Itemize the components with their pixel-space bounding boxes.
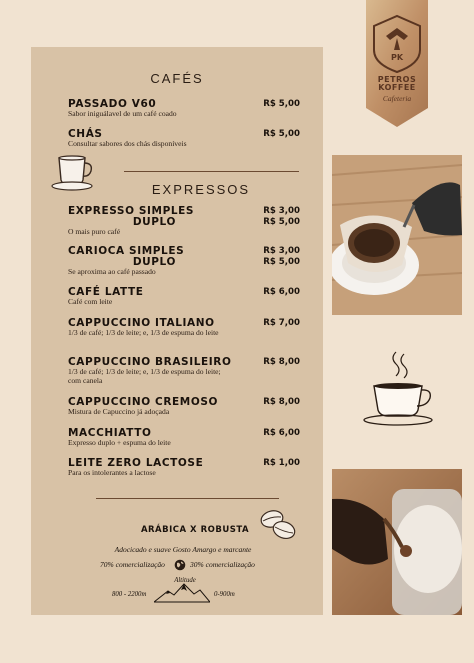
photo-espresso-pour: [332, 469, 462, 615]
item-price-simple: R$ 3,00: [263, 206, 300, 216]
item-description: O mais puro café: [68, 227, 121, 236]
item-description: 1/3 de café; 1/3 de leite; e, 1/3 de espuma do leite; com canela: [68, 367, 221, 385]
menu-item-expresso: [68, 206, 300, 237]
item-description: Expresso duplo + espuma do leite: [68, 438, 171, 447]
item-price: R$ 5,00: [263, 99, 300, 109]
item-price: R$ 8,00: [263, 357, 300, 367]
item-description: Sabor iniguálavel de um café coado: [68, 109, 177, 118]
logo-initials: PK: [390, 53, 404, 62]
item-name: CARIOCA SIMPLES: [68, 245, 185, 257]
section-title-cafes: CAFÉS: [150, 71, 204, 86]
item-description: Consultar sabores dos chás disponíveis: [68, 139, 187, 148]
item-description: Mistura de Capuccino já adoçada: [68, 407, 170, 416]
section-title-expressos: EXPRESSOS: [151, 182, 251, 197]
item-description: Se aproxima ao café passado: [68, 267, 156, 276]
item-name-variant: DUPLO: [132, 256, 176, 268]
divider-line: [124, 171, 299, 172]
photo-filter-coffee: [332, 155, 462, 315]
item-description: 1/3 de café; 1/3 de leite; e, 1/3 de espuma do leite: [68, 328, 219, 337]
logo-name-line1: PETROS: [377, 75, 417, 84]
item-name: EXPRESSO SIMPLES: [68, 205, 195, 217]
item-price: R$ 1,00: [263, 458, 300, 468]
coffee-cup-sketch-icon: [360, 346, 440, 430]
logo-tagline: Cafeteria: [382, 94, 412, 103]
item-name: CAFÉ LATTE: [68, 286, 144, 298]
share-robusta: 30% comercialização: [190, 560, 255, 569]
beans-title: ARÁBICA X ROBUSTA: [140, 525, 250, 535]
item-price: [263, 206, 300, 228]
item-description: Para os intolerantes a lactose: [68, 468, 156, 477]
menu-item-passado-v60: [68, 99, 300, 119]
item-price: R$ 6,00: [263, 287, 300, 297]
share-arabica: 70% comercialização: [100, 560, 165, 569]
menu-item-cappuccino-italiano: [68, 318, 300, 338]
item-name: CAPPUCCINO BRASILEIRO: [68, 356, 232, 368]
logo-name-line2: KOFFEE: [378, 83, 416, 92]
menu-item-cappuccino-brasileiro: [68, 357, 300, 385]
item-name: MACCHIATTO: [68, 427, 152, 439]
beans-taste: Adocicado e suave Gosto Amargo e marcante: [114, 545, 252, 554]
globe-icon: [174, 558, 186, 570]
menu-item-cafe-latte: [68, 287, 300, 307]
item-price: R$ 7,00: [263, 318, 300, 328]
item-name-variant: DUPLO: [132, 216, 176, 228]
menu-item-cappuccino-cremoso: [68, 397, 300, 417]
menu-item-leite-zero-lactose: [68, 458, 300, 478]
item-name: PASSADO V60: [68, 98, 157, 110]
coffee-beans-icon: [258, 507, 298, 541]
item-price-simple: R$ 3,00: [263, 246, 300, 256]
item-price: R$ 8,00: [263, 397, 300, 407]
altitude-robusta: 0-900m: [214, 591, 235, 598]
menu-item-carioca: [68, 246, 300, 277]
brand-logo: [364, 0, 430, 128]
item-price-double: R$ 5,00: [263, 217, 300, 227]
altitude-arabica: 800 - 2200m: [112, 591, 147, 598]
divider-line: [96, 498, 279, 499]
item-price: [263, 246, 300, 268]
menu-item-macchiatto: [68, 428, 300, 448]
item-name: CAPPUCCINO CREMOSO: [68, 396, 219, 408]
item-price-double: R$ 5,00: [263, 257, 300, 267]
menu-item-chas: [68, 129, 300, 149]
altitude-label: Altitude: [174, 577, 196, 584]
logo-name: [364, 76, 430, 92]
item-description: Café com leite: [68, 297, 113, 306]
beans-share-row: [60, 558, 306, 570]
mountain-icon: [154, 583, 210, 603]
item-name: LEITE ZERO LACTOSE: [68, 457, 204, 469]
item-name: CAPPUCCINO ITALIANO: [68, 317, 215, 329]
item-price: R$ 6,00: [263, 428, 300, 438]
item-price: R$ 5,00: [263, 129, 300, 139]
item-name: CHÁS: [68, 128, 103, 140]
